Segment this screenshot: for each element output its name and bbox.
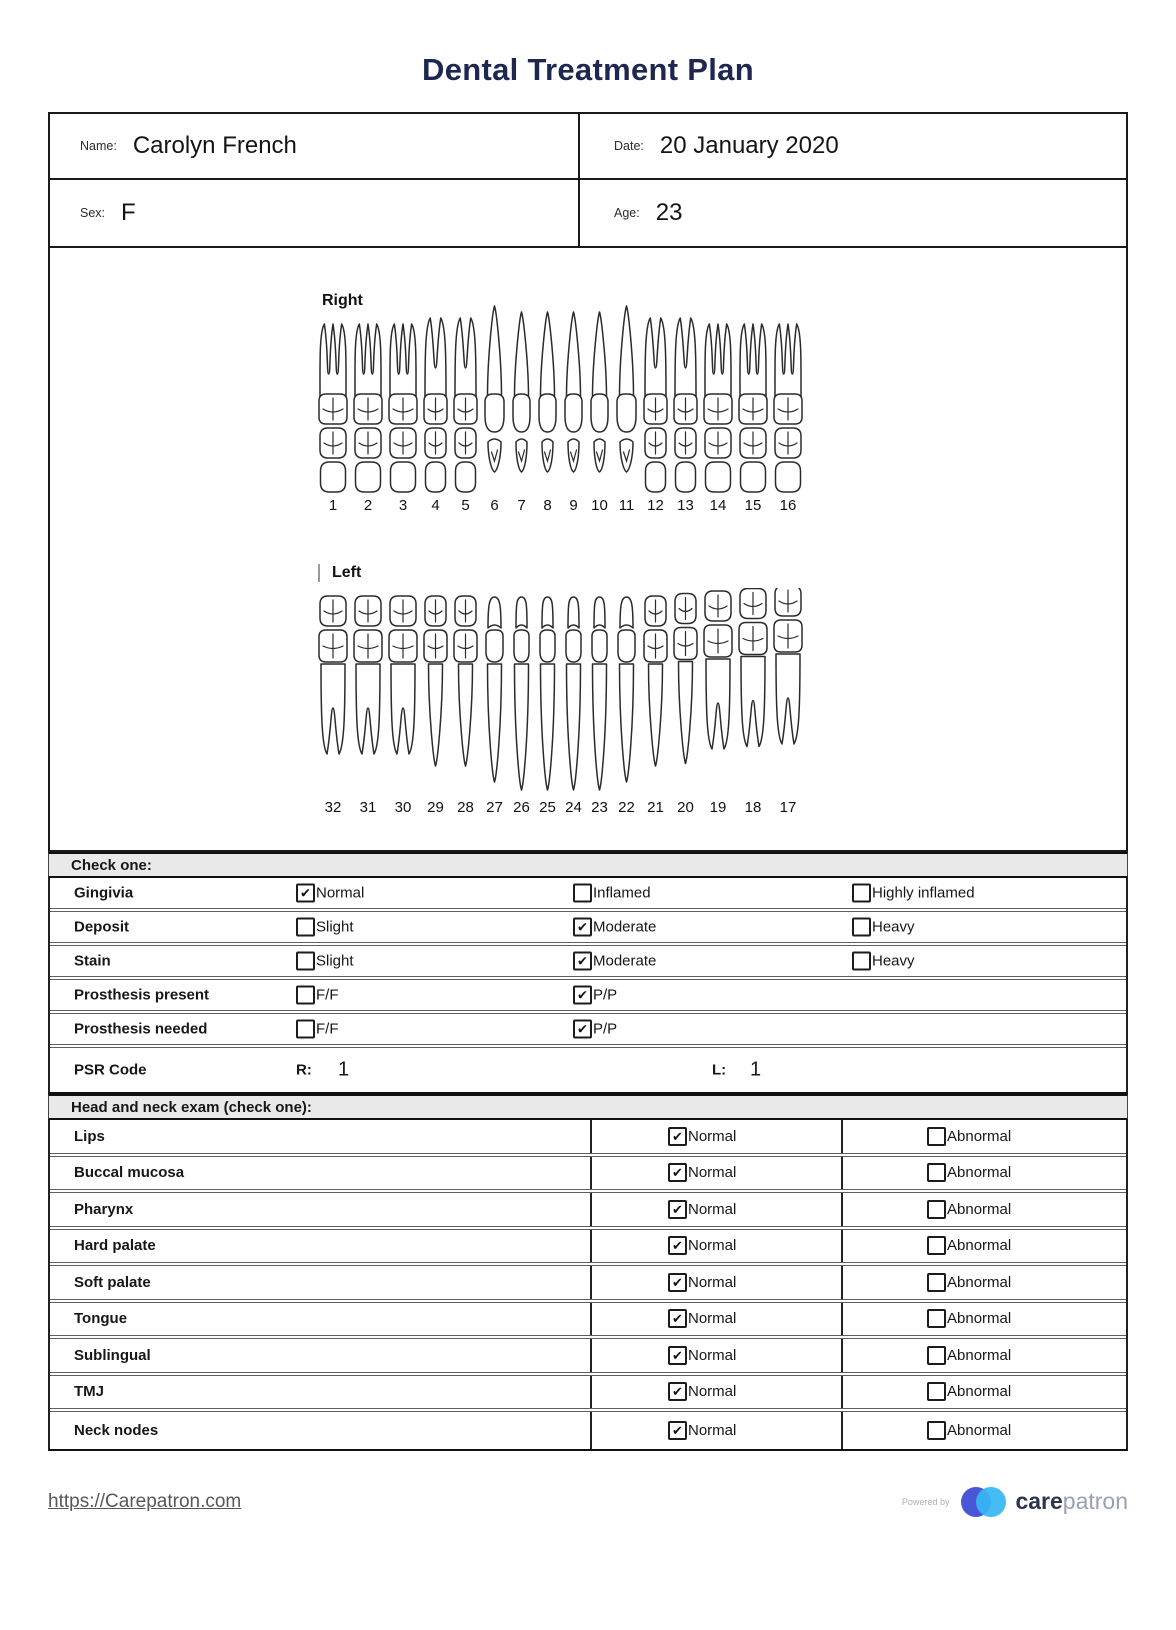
option-label: Normal — [688, 1383, 737, 1401]
option-prosthesis-present-f-f — [296, 986, 339, 1005]
tooth-2 — [354, 324, 382, 492]
tooth-9 — [565, 312, 582, 472]
name-field[interactable]: Carolyn French — [132, 132, 297, 159]
table-row — [50, 1303, 1126, 1340]
option-label: P/P — [593, 1020, 618, 1038]
table-row — [50, 1193, 1126, 1230]
checkbox-stain-slight[interactable] — [296, 952, 315, 971]
option-label: Slight — [316, 952, 354, 970]
tooth-28 — [454, 596, 477, 766]
row-label: Gingivia — [74, 884, 134, 902]
option-label: Heavy — [872, 918, 915, 936]
option-label: Abnormal — [947, 1164, 1012, 1182]
checkbox-deposit-heavy[interactable] — [852, 918, 871, 937]
row-label: Stain — [74, 952, 111, 970]
lower-teeth-chart — [314, 588, 806, 818]
date-label: Date: — [614, 139, 644, 153]
normal-cell — [590, 1412, 843, 1449]
option-label: F/F — [316, 986, 339, 1004]
tooth-8 — [539, 312, 556, 472]
checkbox-gingivia-inflamed[interactable] — [573, 884, 592, 903]
tooth-12 — [644, 318, 667, 492]
option-stain-heavy — [852, 952, 915, 971]
exam-label: TMJ — [74, 1383, 104, 1401]
check-one-section — [48, 878, 1128, 1094]
tooth-number: 22 — [618, 799, 635, 816]
tooth-7 — [513, 312, 530, 472]
row-label: Deposit — [74, 918, 130, 936]
checkbox-deposit-slight[interactable] — [296, 918, 315, 937]
option-label: Abnormal — [947, 1273, 1012, 1291]
option-label: Moderate — [593, 918, 657, 936]
tooth-number: 11 — [618, 497, 635, 514]
normal-cell — [590, 1230, 843, 1263]
exam-label: Sublingual — [74, 1346, 151, 1364]
psr-r-value[interactable]: 1 — [338, 1058, 350, 1081]
tooth-16 — [774, 324, 802, 492]
row-label: Prosthesis present — [74, 986, 210, 1004]
option-label: Heavy — [872, 952, 915, 970]
tooth-number: 17 — [779, 799, 797, 816]
left-tick-mark — [318, 564, 320, 582]
option-gingivia-normal — [296, 884, 364, 903]
table-row — [50, 946, 1126, 980]
exam-label: Soft palate — [74, 1273, 151, 1291]
checkbox-buccal-mucosa-abnormal[interactable] — [927, 1163, 946, 1182]
checkbox-soft-palate-abnormal[interactable] — [927, 1273, 946, 1292]
option-label: Normal — [688, 1127, 737, 1145]
checkbox-tmj-abnormal[interactable] — [927, 1382, 946, 1401]
tooth-17 — [774, 588, 802, 744]
option-label: Normal — [316, 884, 365, 902]
tooth-number: 1 — [328, 497, 338, 514]
tooth-number: 30 — [394, 799, 412, 816]
checkbox-gingivia-normal[interactable]: ✔ — [296, 884, 315, 903]
tooth-number: 23 — [591, 799, 608, 816]
checkbox-prosthesis-needed-p-p[interactable]: ✔ — [573, 1020, 592, 1039]
option-prosthesis-present-p-p — [573, 986, 617, 1005]
tooth-25 — [540, 597, 555, 790]
tooth-15 — [739, 324, 767, 492]
checkbox-stain-heavy[interactable] — [852, 952, 871, 971]
normal-cell — [590, 1339, 843, 1372]
checkbox-lips-normal[interactable]: ✔ — [668, 1127, 687, 1146]
info-row-2 — [50, 180, 1126, 246]
option-stain-slight — [296, 952, 354, 971]
option-label: Normal — [688, 1346, 737, 1364]
checkbox-lips-abnormal[interactable] — [927, 1127, 946, 1146]
table-row — [50, 878, 1126, 912]
option-deposit-slight — [296, 918, 354, 937]
check-one-header: Check one: — [48, 852, 1128, 878]
table-row — [50, 1376, 1126, 1413]
tooth-number: 8 — [543, 497, 552, 514]
option-label: F/F — [316, 1020, 339, 1038]
option-label: Abnormal — [947, 1310, 1012, 1328]
tooth-10 — [591, 312, 608, 472]
abnormal-cell — [843, 1193, 1126, 1226]
tooth-24 — [566, 597, 581, 790]
age-label: Age: — [614, 206, 640, 220]
table-row — [50, 1014, 1126, 1048]
option-label: Normal — [688, 1164, 737, 1182]
table-row — [50, 1339, 1126, 1376]
option-gingivia-inflamed — [573, 884, 651, 903]
checkbox-hard-palate-normal[interactable]: ✔ — [668, 1236, 687, 1255]
head-neck-section — [48, 1120, 1128, 1451]
normal-cell — [590, 1120, 843, 1153]
checkbox-soft-palate-normal[interactable]: ✔ — [668, 1273, 687, 1292]
normal-cell — [590, 1376, 843, 1409]
tooth-number: 10 — [591, 497, 608, 514]
checkbox-tongue-normal[interactable]: ✔ — [668, 1309, 687, 1328]
carepatron-brand — [902, 1481, 1128, 1523]
tooth-number: 13 — [677, 497, 694, 514]
checkbox-prosthesis-needed-f-f[interactable] — [296, 1020, 315, 1039]
tooth-number: 19 — [709, 799, 727, 816]
abnormal-cell — [843, 1412, 1126, 1449]
normal-cell — [590, 1193, 843, 1226]
exam-label: Hard palate — [74, 1237, 156, 1255]
date-field[interactable]: 20 January 2020 — [659, 132, 839, 159]
tooth-31 — [354, 596, 382, 754]
option-label: Normal — [688, 1273, 737, 1291]
tooth-4 — [424, 318, 447, 492]
option-label: P/P — [593, 986, 618, 1004]
checkbox-stain-moderate[interactable]: ✔ — [573, 952, 592, 971]
tooth-number: 3 — [398, 497, 408, 514]
option-label: Normal — [688, 1421, 737, 1439]
tooth-11 — [617, 306, 636, 472]
row-label: Prosthesis needed — [74, 1020, 208, 1038]
tooth-number: 20 — [677, 799, 694, 816]
option-label: Abnormal — [947, 1346, 1012, 1364]
tooth-21 — [644, 596, 667, 766]
option-label: Moderate — [593, 952, 657, 970]
row-label: PSR Code — [74, 1061, 147, 1079]
option-label: Normal — [688, 1310, 737, 1328]
psr-r-label: R: — [296, 1061, 312, 1079]
option-gingivia-highly-inflamed — [852, 884, 975, 903]
checkbox-prosthesis-present-f-f[interactable] — [296, 986, 315, 1005]
option-prosthesis-needed-f-f — [296, 1020, 339, 1039]
carepatron-logo-icon — [959, 1481, 1009, 1523]
tooth-number: 25 — [539, 799, 556, 816]
tooth-5 — [454, 318, 477, 492]
tooth-3 — [389, 324, 417, 492]
psr-code-row — [50, 1048, 1126, 1092]
table-row — [50, 912, 1126, 946]
tooth-number: 27 — [486, 799, 503, 816]
table-row — [50, 1412, 1126, 1449]
sex-field[interactable]: F — [121, 199, 136, 226]
exam-label: Pharynx — [74, 1200, 134, 1218]
carepatron-link[interactable]: https://Carepatron.com — [48, 1490, 242, 1512]
normal-cell — [590, 1266, 843, 1299]
tooth-19 — [704, 591, 732, 749]
tooth-23 — [592, 597, 607, 790]
checkbox-tongue-abnormal[interactable] — [927, 1309, 946, 1328]
abnormal-cell — [843, 1339, 1126, 1372]
tooth-number: 15 — [744, 497, 762, 514]
tooth-6 — [485, 306, 504, 472]
normal-cell — [590, 1157, 843, 1190]
option-label: Abnormal — [947, 1421, 1012, 1439]
tooth-number: 26 — [513, 799, 530, 816]
checkbox-sublingual-normal[interactable]: ✔ — [668, 1346, 687, 1365]
table-row — [50, 980, 1126, 1014]
tooth-29 — [424, 596, 447, 766]
exam-label: Buccal mucosa — [74, 1164, 185, 1182]
tooth-22 — [618, 597, 635, 782]
age-cell — [580, 180, 1126, 246]
option-deposit-heavy — [852, 918, 915, 937]
exam-label: Lips — [74, 1127, 105, 1145]
checkbox-pharynx-abnormal[interactable] — [927, 1200, 946, 1219]
name-cell — [50, 114, 580, 178]
option-label: Normal — [688, 1200, 737, 1218]
sex-cell — [50, 180, 580, 246]
option-label: Abnormal — [947, 1237, 1012, 1255]
tooth-number: 2 — [363, 497, 373, 514]
tooth-number: 31 — [359, 799, 377, 816]
checkbox-sublingual-abnormal[interactable] — [927, 1346, 946, 1365]
abnormal-cell — [843, 1266, 1126, 1299]
tooth-18 — [739, 589, 767, 747]
checkbox-hard-palate-abnormal[interactable] — [927, 1236, 946, 1255]
sex-label: Sex: — [80, 206, 106, 220]
tooth-number: 6 — [490, 497, 499, 514]
tooth-number: 12 — [647, 497, 664, 514]
tooth-number: 4 — [431, 497, 440, 514]
abnormal-cell — [843, 1230, 1126, 1263]
powered-by-label: Powered by — [901, 1496, 950, 1507]
exam-label: Tongue — [74, 1310, 128, 1328]
option-label: Abnormal — [947, 1383, 1012, 1401]
name-label: Name: — [80, 139, 117, 153]
table-row — [50, 1157, 1126, 1194]
tooth-20 — [674, 594, 697, 764]
age-field[interactable]: 23 — [655, 199, 683, 226]
option-label: Highly inflamed — [872, 884, 975, 902]
patient-info-table — [48, 112, 1128, 248]
option-prosthesis-needed-p-p — [573, 1020, 617, 1039]
normal-cell — [590, 1303, 843, 1336]
checkbox-prosthesis-present-p-p[interactable]: ✔ — [573, 986, 592, 1005]
checkbox-pharynx-normal[interactable]: ✔ — [668, 1200, 687, 1219]
tooth-number: 14 — [709, 497, 727, 514]
tooth-number: 18 — [744, 799, 762, 816]
abnormal-cell — [843, 1376, 1126, 1409]
option-label: Inflamed — [593, 884, 651, 902]
psr-l-label: L: — [712, 1061, 727, 1079]
page-title: Dental Treatment Plan — [422, 52, 754, 87]
abnormal-cell — [843, 1157, 1126, 1190]
brand-patron: patron — [1062, 1488, 1128, 1514]
tooth-13 — [674, 318, 697, 492]
option-label: Slight — [316, 918, 354, 936]
option-label: Abnormal — [947, 1200, 1012, 1218]
table-row — [50, 1230, 1126, 1267]
head-neck-header: Head and neck exam (check one): — [48, 1094, 1128, 1120]
checkbox-neck-nodes-normal[interactable]: ✔ — [668, 1421, 687, 1440]
option-label: Normal — [688, 1237, 737, 1255]
tooth-32 — [319, 596, 347, 754]
checkbox-tmj-normal[interactable]: ✔ — [668, 1382, 687, 1401]
psr-l-value[interactable]: 1 — [750, 1058, 762, 1081]
tooth-1 — [319, 324, 347, 492]
tooth-number: 21 — [647, 799, 664, 816]
abnormal-cell — [843, 1303, 1126, 1336]
table-row — [50, 1120, 1126, 1157]
abnormal-cell — [843, 1120, 1126, 1153]
table-row — [50, 1266, 1126, 1303]
tooth-number: 28 — [457, 799, 474, 816]
tooth-27 — [486, 597, 503, 782]
dental-chart-box — [48, 248, 1128, 852]
exam-label: Neck nodes — [74, 1421, 159, 1439]
option-stain-moderate — [573, 952, 656, 971]
tooth-number: 16 — [779, 497, 797, 514]
tooth-number: 9 — [569, 497, 578, 514]
tooth-26 — [514, 597, 529, 790]
tooth-30 — [389, 596, 417, 754]
tooth-number: 7 — [517, 497, 526, 514]
option-deposit-moderate — [573, 918, 656, 937]
left-side-label: Left — [332, 564, 362, 581]
footer — [48, 1481, 1128, 1523]
upper-teeth-chart — [314, 304, 806, 516]
brand-wordmark — [1015, 1488, 1128, 1515]
checkbox-deposit-moderate[interactable]: ✔ — [573, 918, 592, 937]
right-side-label: Right — [322, 292, 363, 309]
tooth-14 — [704, 324, 732, 492]
option-label: Abnormal — [947, 1127, 1012, 1145]
tooth-number: 5 — [461, 497, 470, 514]
checkbox-gingivia-highly-inflamed[interactable] — [852, 884, 871, 903]
tooth-number: 32 — [324, 799, 342, 816]
info-row-1 — [50, 114, 1126, 180]
checkbox-neck-nodes-abnormal[interactable] — [927, 1421, 946, 1440]
tooth-number: 24 — [565, 799, 582, 816]
checkbox-buccal-mucosa-normal[interactable]: ✔ — [668, 1163, 687, 1182]
date-cell — [580, 114, 1126, 178]
brand-care: care — [1015, 1488, 1063, 1514]
tooth-number: 29 — [427, 799, 444, 816]
